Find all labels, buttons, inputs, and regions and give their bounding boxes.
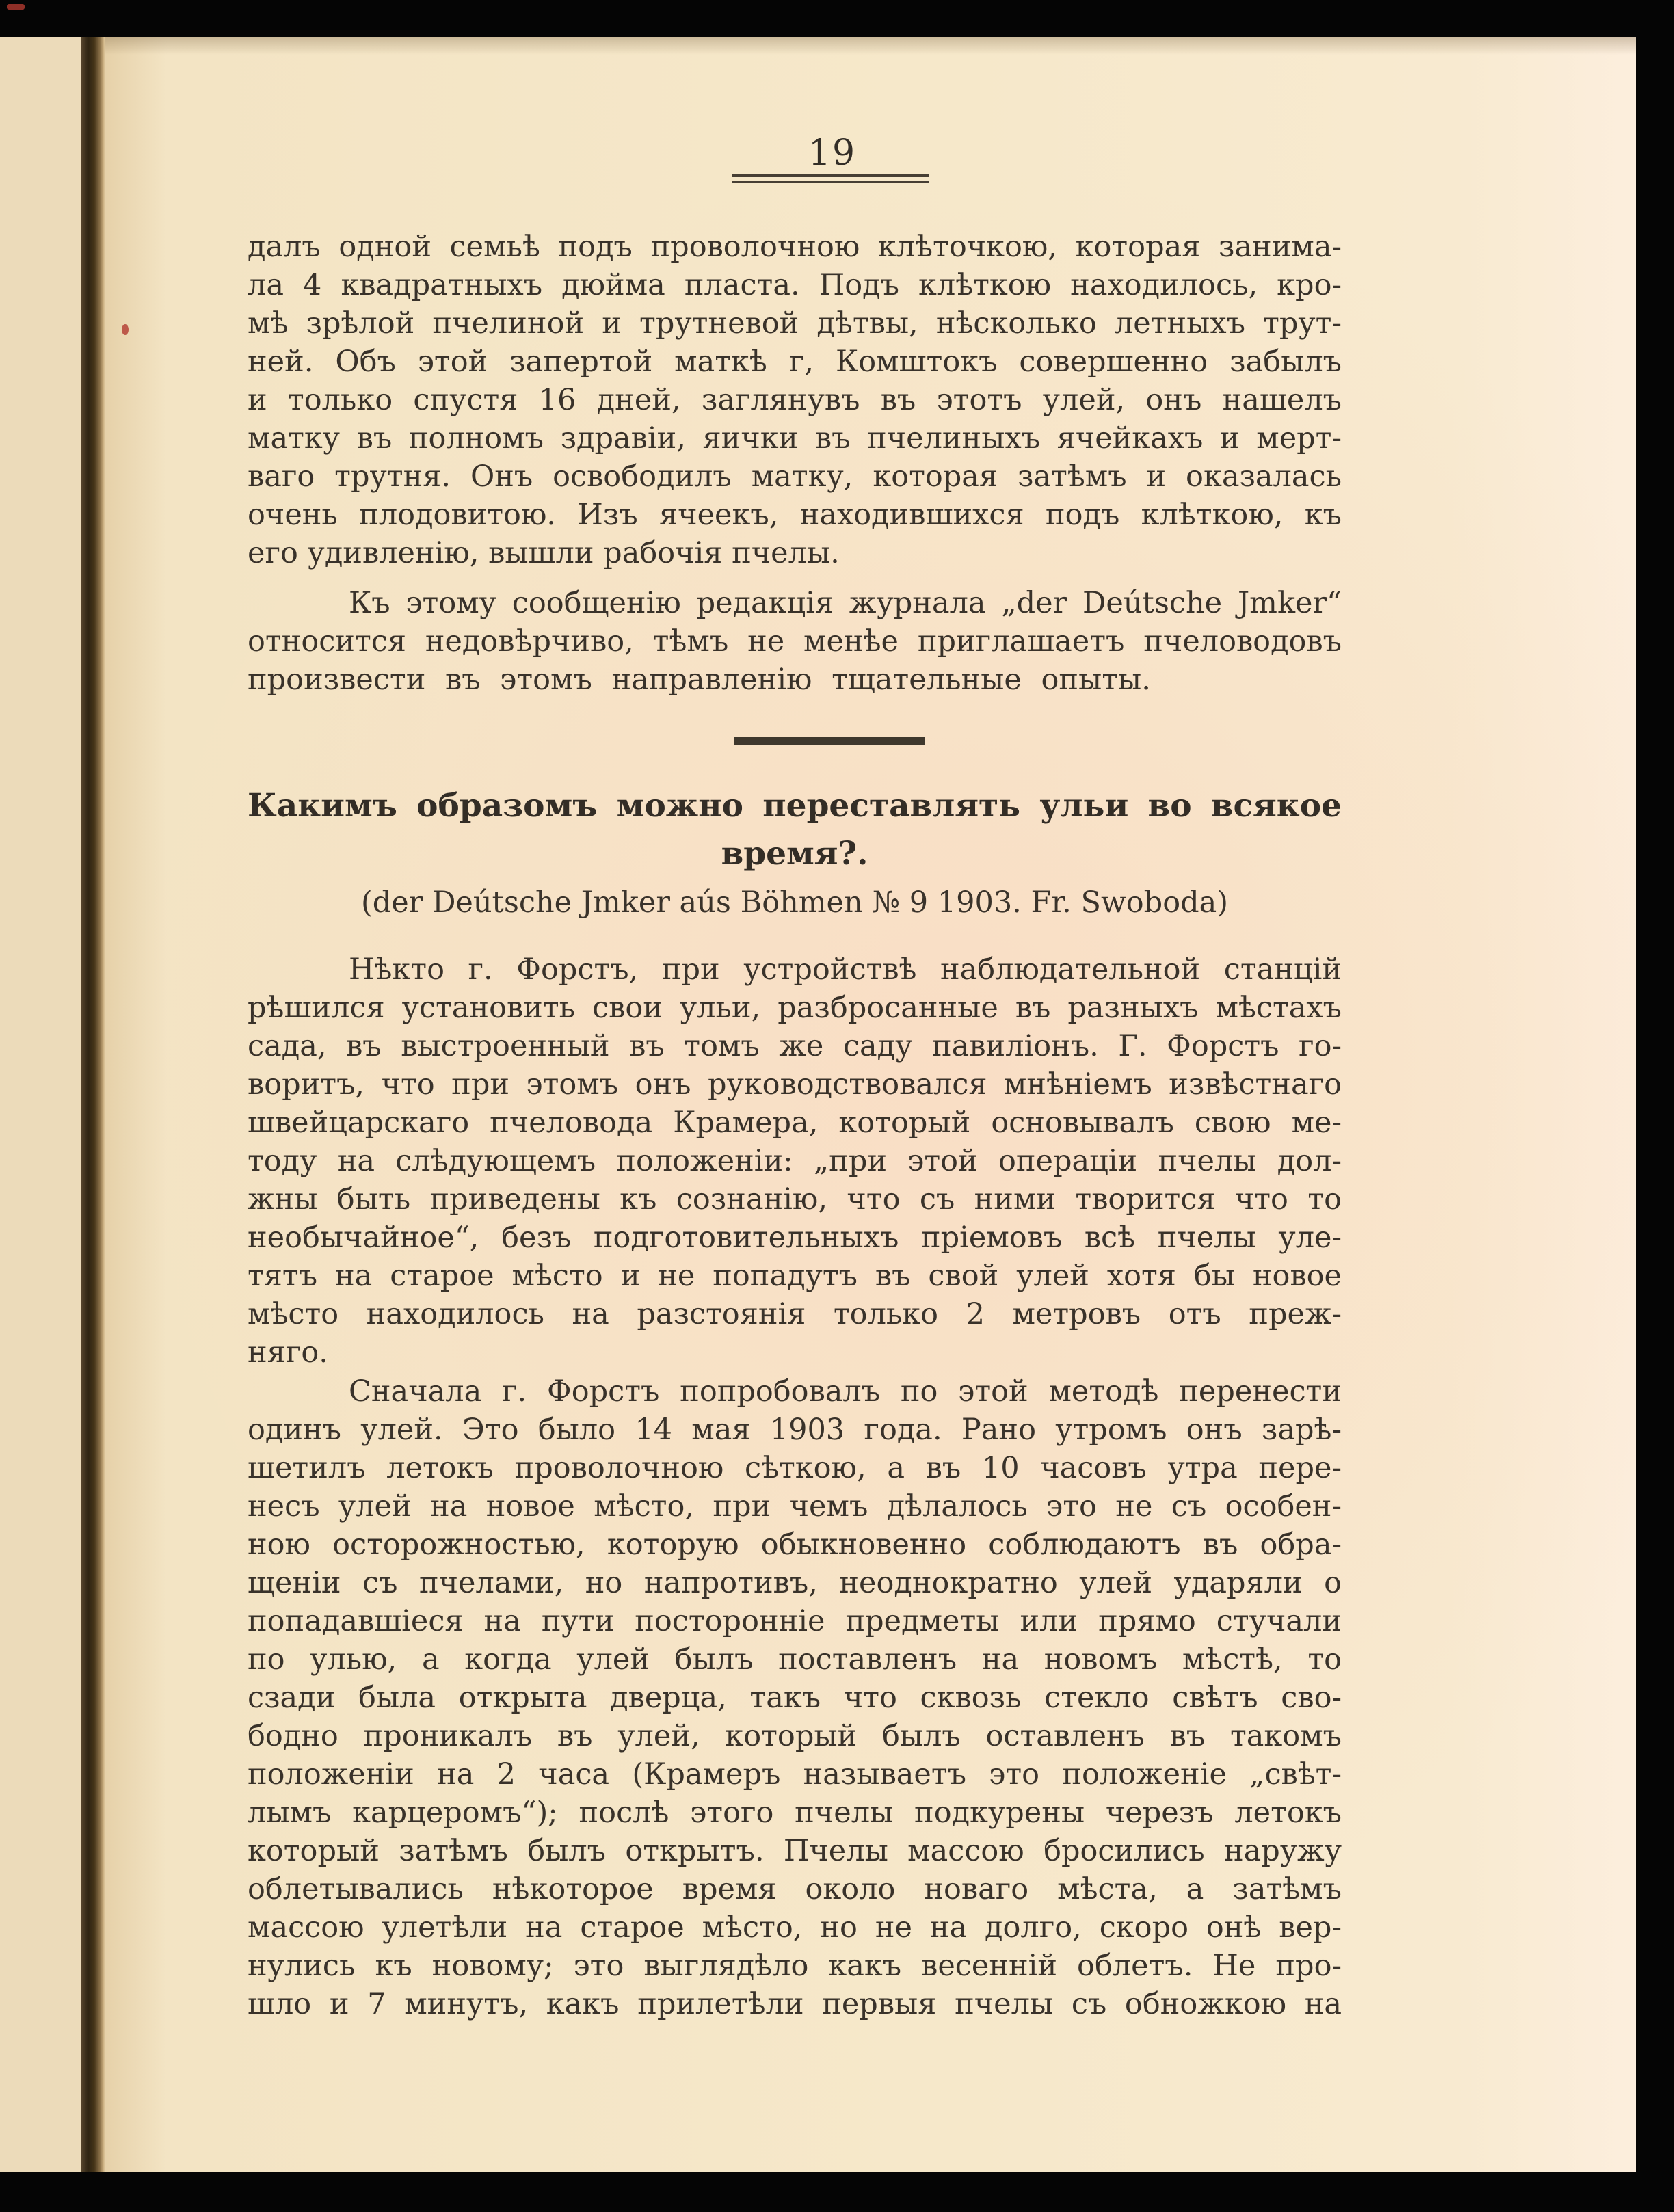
text-line: швейцарскаго пчеловода Крамера, который основывалъ свою ме- — [248, 1106, 1342, 1140]
text-line: шло и 7 минутъ, какъ прилетѣли первыя пчелы съ обножкою на — [248, 1987, 1342, 2021]
article-heading-line1: Какимъ образомъ можно переставлять ульи во всякое — [248, 787, 1342, 825]
text-line: попадавшіеся на пути посторонніе предметы или прямо стучали — [248, 1604, 1342, 1638]
text-line: щеніи съ пчелами, но напротивъ, неоднократно улей ударяли о — [248, 1566, 1342, 1600]
text-line: мѣ зрѣлой пчелиной и трутневой дѣтвы, нѣсколько летныхъ трут- — [248, 306, 1342, 341]
text-line: произвести въ этомъ направленію тщательные опыты. — [248, 663, 1151, 697]
text-line: относится недовѣрчиво, тѣмъ не менѣе приглашаетъ пчеловодовъ — [248, 624, 1342, 658]
text-line: массою улетѣли на старое мѣсто, но не на долго, скоро онѣ вер- — [248, 1910, 1342, 1945]
text-line: сзади была открыта дверца, такъ что сквозь стекло свѣтъ сво- — [248, 1681, 1342, 1715]
text-line: Нѣкто г. Форстъ, при устройствѣ наблюдательной станцій — [349, 952, 1342, 987]
gutter-shadow — [81, 37, 105, 2172]
text-line: сада, въ выстроенный въ томъ же саду павиліонъ. Г. Форстъ го- — [248, 1029, 1342, 1063]
text-line: рѣшился установить свои ульи, разбросанные въ разныхъ мѣстахъ — [248, 991, 1342, 1025]
scan-artifact — [122, 324, 129, 335]
scan-artifact — [7, 4, 25, 10]
text-line: ною осторожностью, которую обыкновенно соблюдаютъ въ обра- — [248, 1528, 1342, 1562]
text-line: тоду на слѣдующемъ положеніи: „при этой операціи пчелы дол- — [248, 1144, 1342, 1178]
text-line: одинъ улей. Это было 14 мая 1903 года. Рано утромъ онъ зарѣ- — [248, 1413, 1342, 1447]
text-line: воритъ, что при этомъ онъ руководствовался мнѣніемъ извѣстнаго — [248, 1067, 1342, 1102]
text-line: мѣсто находилось на разстоянія только 2 метровъ отъ преж- — [248, 1297, 1342, 1331]
text-line: Сначала г. Форстъ попробовалъ по этой методѣ перенести — [349, 1374, 1342, 1409]
text-line: далъ одной семьѣ подъ проволочною клѣточкою, которая занима- — [248, 230, 1342, 264]
text-line: который затѣмъ былъ открытъ. Пчелы массою бросились наружу — [248, 1834, 1342, 1868]
text-line: очень плодовитою. Изъ ячеекъ, находившихся подъ клѣткою, къ — [248, 498, 1342, 532]
text-line: его удивленію, вышли рабочія пчелы. — [248, 536, 840, 570]
text-line: облетывались нѣкоторое время около новаго мѣста, а затѣмъ — [248, 1872, 1342, 1906]
section-divider-rule — [734, 737, 925, 745]
text-line: няго. — [248, 1335, 328, 1370]
text-line: нулись къ новому; это выглядѣло какъ весенній облетъ. Не про- — [248, 1949, 1342, 1983]
text-line: необычайное“, безъ подготовительныхъ пріемовъ всѣ пчелы уле- — [248, 1221, 1342, 1255]
article-heading-line2: время?. — [721, 835, 868, 872]
article-heading — [248, 782, 1342, 878]
text-line: по улью, а когда улей былъ поставленъ на новомъ мѣстѣ, то — [248, 1642, 1342, 1677]
article-source-line: (der Deútsche Jmker aús Böhmen № 9 1903. Fr. Swoboda) — [360, 885, 1229, 920]
text-line: матку въ полномъ здравіи, яички въ пчелиныхъ ячейкахъ и мерт- — [248, 421, 1342, 455]
text-line: положеніи на 2 часа (Крамеръ называетъ это положеніе „свѣт- — [248, 1757, 1342, 1791]
text-line: ваго трутня. Онъ освободилъ матку, которая затѣмъ и оказалась — [248, 459, 1342, 494]
page-content — [248, 37, 1342, 2172]
text-line: жны быть приведены къ сознанію, что съ ними творится что то — [248, 1182, 1342, 1216]
page-edge-stack — [0, 37, 81, 2172]
paragraph-2 — [248, 584, 1342, 699]
paragraph-4 — [248, 1372, 1342, 2023]
page-number: 19 — [808, 133, 857, 174]
text-line: тятъ на старое мѣсто и не попадутъ въ свой улей хотя бы новое — [248, 1259, 1342, 1293]
page-number-rule — [732, 174, 929, 183]
text-line: и только спустя 16 дней, заглянувъ въ этотъ улей, онъ нашелъ — [248, 383, 1342, 417]
text-line: лымъ карцеромъ“); послѣ этого пчелы подкурены черезъ летокъ — [248, 1796, 1342, 1830]
text-line: несъ улей на новое мѣсто, при чемъ дѣлалось это не съ особен- — [248, 1489, 1342, 1523]
paragraph-3 — [248, 950, 1342, 1372]
text-line: бодно проникалъ въ улей, который былъ оставленъ въ такомъ — [248, 1719, 1342, 1753]
book-photo — [0, 37, 1636, 2172]
text-line: шетилъ летокъ проволочною сѣткою, а въ 10 часовъ утра пере- — [248, 1451, 1342, 1485]
text-line: ней. Объ этой запертой маткѣ г, Комштокъ совершенно забылъ — [248, 345, 1342, 379]
text-line: Къ этому сообщенію редакція журнала „der Deútsche Jmker“ — [349, 586, 1342, 620]
text-line: ла 4 квадратныхъ дюйма пласта. Подъ клѣткою находилось, кро- — [248, 268, 1342, 302]
paragraph-1 — [248, 228, 1342, 572]
book-page — [105, 37, 1636, 2172]
